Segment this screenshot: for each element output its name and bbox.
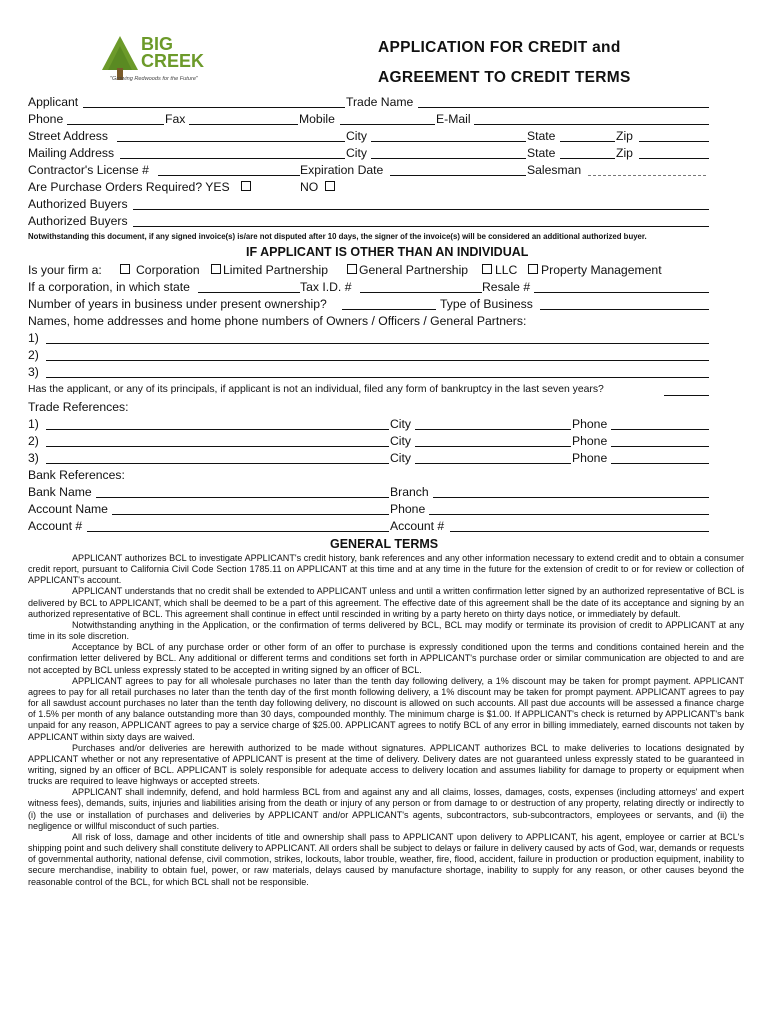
- branch-field[interactable]: [433, 484, 709, 498]
- trade-ref-1-phone-label: Phone: [572, 417, 608, 431]
- trade-name-field[interactable]: [418, 94, 709, 108]
- owner-3-field[interactable]: [46, 364, 709, 378]
- account-number-label-2: Account #: [390, 519, 445, 533]
- bank-name-label: Bank Name: [28, 485, 92, 499]
- street-zip-field[interactable]: [639, 128, 709, 142]
- owner-1-field[interactable]: [46, 330, 709, 344]
- street-state-label: State: [527, 129, 556, 143]
- tax-id-label: Tax I.D. #: [300, 280, 352, 294]
- mailing-city-label: City: [346, 146, 367, 160]
- trade-ref-2-phone-label: Phone: [572, 434, 608, 448]
- business-type-field[interactable]: [540, 296, 709, 310]
- section-heading-other: IF APPLICANT IS OTHER THAN AN INDIVIDUAL: [246, 245, 529, 259]
- mailing-zip-label: Zip: [616, 146, 633, 160]
- owner-2-number: 2): [28, 348, 39, 362]
- street-city-field[interactable]: [371, 128, 526, 142]
- trade-references-label: Trade References:: [28, 400, 129, 414]
- fax-label: Fax: [165, 112, 186, 126]
- street-zip-label: Zip: [616, 129, 633, 143]
- account-name-label: Account Name: [28, 502, 108, 516]
- po-no-label: NO: [300, 180, 319, 194]
- firm-type-label: Is your firm a:: [28, 263, 102, 277]
- street-city-label: City: [346, 129, 367, 143]
- contractors-license-field[interactable]: [158, 162, 300, 176]
- mobile-field[interactable]: [340, 111, 435, 125]
- company-logo: [100, 32, 220, 88]
- authorized-buyers-field-1[interactable]: [133, 196, 709, 210]
- bank-references-label: Bank References:: [28, 468, 125, 482]
- mobile-label: Mobile: [299, 112, 335, 126]
- corporation-checkbox[interactable]: [120, 264, 130, 274]
- trade-ref-1-number: 1): [28, 417, 39, 431]
- phone-label: Phone: [28, 112, 64, 126]
- bank-phone-label: Phone: [390, 502, 426, 516]
- resale-label: Resale #: [482, 280, 531, 294]
- tax-id-field[interactable]: [360, 279, 482, 293]
- llc-label: LLC: [495, 263, 518, 277]
- trade-ref-1-city-field[interactable]: [415, 416, 571, 430]
- mailing-address-field[interactable]: [120, 145, 345, 159]
- trade-ref-2-phone-field[interactable]: [611, 433, 709, 447]
- bank-name-field[interactable]: [96, 484, 389, 498]
- authorized-buyers-label-2: Authorized Buyers: [28, 214, 128, 228]
- trade-name-label: Trade Name: [346, 95, 414, 109]
- logo-tagline: "Growing Redwoods for the Future": [110, 76, 198, 82]
- trade-ref-3-city-label: City: [390, 451, 411, 465]
- authorized-buyer-notice: Notwithstanding this document, if any signed invoice(s) is/are not disputed after 10 days, the signer of the invoice(s) will be considered an additional authorized buyer.: [28, 232, 647, 241]
- po-yes-checkbox[interactable]: [241, 181, 251, 191]
- mailing-state-label: State: [527, 146, 556, 160]
- contractors-license-label: Contractor's License #: [28, 163, 149, 177]
- years-in-business-label: Number of years in business under present ownership?: [28, 297, 327, 311]
- trade-ref-1-city-label: City: [390, 417, 411, 431]
- trade-ref-2-number: 2): [28, 434, 39, 448]
- street-address-field[interactable]: [117, 128, 345, 142]
- logo-line2: CREEK: [141, 51, 205, 71]
- applicant-field[interactable]: [83, 94, 345, 108]
- general-terms-heading: GENERAL TERMS: [330, 537, 439, 551]
- terms-paragraph-5: APPLICANT agrees to pay for all wholesale purchases no later than the tenth day following delivery, a 1% discount may be taken for prompt payment. APPLICANT agrees to pay for all retail purchases no later than the tenth day of the first month following delivery, a 1% discount may be taken for prompt payment. APPLICANT agrees to pay for all sawdust account purchases no later than the tenth day following delivery, no discount is allowed on such accounts. All past due accounts will be assessed a finance charge of 1.5% per month of any balance outstanding more than 30 days, compounded monthly. The minimum charge is $1.00. If APPLICANT's check is returned by APPLICANT's bank unpaid for any reason, APPLICANT agrees to pay a service charge of $25.00. APPLICANT agrees to notify BCL of any error in billing immediately, earned discounts not taken by APPLICANT within sixty days are waived.: [28, 675, 744, 742]
- owner-3-number: 3): [28, 365, 39, 379]
- general-partnership-checkbox[interactable]: [347, 264, 357, 274]
- general-partnership-label: General Partnership: [359, 263, 469, 277]
- trade-ref-2-name-field[interactable]: [46, 433, 389, 447]
- corp-state-field[interactable]: [198, 279, 300, 293]
- owners-label: Names, home addresses and home phone numbers of Owners / Officers / General Partners:: [28, 314, 527, 328]
- trade-ref-3-phone-label: Phone: [572, 451, 608, 465]
- salesman-label: Salesman: [527, 163, 582, 177]
- account-name-field[interactable]: [112, 501, 389, 515]
- trade-ref-3-name-field[interactable]: [46, 450, 389, 464]
- phone-field[interactable]: [67, 111, 164, 125]
- general-terms-body: [28, 553, 744, 888]
- authorized-buyers-field-2[interactable]: [133, 213, 709, 227]
- trade-ref-3-number: 3): [28, 451, 39, 465]
- fax-field[interactable]: [189, 111, 298, 125]
- terms-paragraph-8: All risk of loss, damage and other incidents of title and ownership shall pass to APPLICANT upon delivery to APPLICANT, his agent, employee or carrier at BCL's shipping point and such delivery shall constitute delivery to APPLICANT. All orders shall be subject to delays or failure in delivery caused by acts of God, war, demands or requests of governmental authority, national defense, civil commotion, strikes, lockouts, labor trouble, weather, fire, flood, accident, failure in production or production equipment, inability to secure merchandise, inability to obtain fuel, power, or raw materials, delays caused by manufacture shortage, inability to supply for any reason, or other causes beyond the reasonable control of the BCL, for which BCL shall not be responsible.: [28, 831, 744, 887]
- salesman-field[interactable]: [588, 162, 706, 176]
- title-line2: AGREEMENT TO CREDIT TERMS: [378, 69, 631, 86]
- terms-paragraph-3: Notwithstanding anything in the Application, or the confirmation of terms delivered by BCL, BCL may modify or terminate its provision of credit to APPLICANT at any time in its sole discretion.: [28, 619, 744, 642]
- po-required-label: Are Purchase Orders Required? YES: [28, 180, 230, 194]
- trade-ref-2-city-field[interactable]: [415, 433, 571, 447]
- mailing-state-field[interactable]: [560, 145, 615, 159]
- trade-ref-3-city-field[interactable]: [415, 450, 571, 464]
- limited-partnership-label: Limited Partnership: [223, 263, 328, 277]
- bankruptcy-question: Has the applicant, or any of its principals, if applicant is not an individual, filed any form of bankruptcy in the last seven years?: [28, 384, 604, 395]
- authorized-buyers-label-1: Authorized Buyers: [28, 197, 128, 211]
- street-state-field[interactable]: [560, 128, 615, 142]
- bank-phone-field[interactable]: [429, 501, 709, 515]
- years-in-business-field[interactable]: [342, 296, 436, 310]
- account-number-field-2[interactable]: [450, 518, 709, 532]
- mailing-zip-field[interactable]: [639, 145, 709, 159]
- llc-checkbox[interactable]: [482, 264, 492, 274]
- applicant-label: Applicant: [28, 95, 79, 109]
- title-line1: APPLICATION FOR CREDIT and: [378, 39, 621, 56]
- resale-field[interactable]: [534, 279, 709, 293]
- expiration-date-field[interactable]: [390, 162, 526, 176]
- property-management-checkbox[interactable]: [528, 264, 538, 274]
- email-field[interactable]: [474, 111, 709, 125]
- owner-2-field[interactable]: [46, 347, 709, 361]
- business-type-label: Type of Business: [440, 297, 533, 311]
- account-number-field[interactable]: [87, 518, 389, 532]
- bankruptcy-field[interactable]: [664, 383, 709, 396]
- trade-ref-2-city-label: City: [390, 434, 411, 448]
- terms-paragraph-2: APPLICANT understands that no credit shall be extended to APPLICANT unless and until a written confirmation letter signed by an authorized representative of BCL is delivered by BCL to APPLICANT, which shall be deemed to be a part of this agreement. The effective date of this agreement shall be the date of its acceptance and signing by an authorized representative of BCL. This agreement shall continue in effect until rescinded in writing by a party hereto on thirty days notice, or immediately by default.: [28, 586, 744, 619]
- trade-ref-1-name-field[interactable]: [46, 416, 389, 430]
- limited-partnership-checkbox[interactable]: [211, 264, 221, 274]
- trade-ref-3-phone-field[interactable]: [611, 450, 709, 464]
- corp-state-label: If a corporation, in which state: [28, 280, 190, 294]
- po-no-checkbox[interactable]: [325, 181, 335, 191]
- logo-line1: BIG: [141, 34, 174, 54]
- terms-paragraph-7: APPLICANT shall indemnify, defend, and hold harmless BCL from and against any and all claims, losses, damages, costs, expenses (including attorneys' and expert witness fees), demands, suits, injuries and liabilities arising from the death or injury of any person or from damage to or destruction of any property, relating directly or indirectly to (i) the use or installation of purchases and deliveries by APPLICANT and/or APPLICANT's agents, subcontractors, sub-subcontractors, employees or servants, and (ii) the negligence or willful misconduct of such parties.: [28, 787, 744, 831]
- terms-paragraph-4: Acceptance by BCL of any purchase order or other form of an offer to purchase is expressly conditioned upon the terms and conditions contained herein and the confirmation letter delivered by BCL. Any additional or different terms and conditions set forth in APPLICANT's purchase order or similar communication are objected to and are not accepted by BCL unless expressly stated to be accepted in writing signed by an officer of BCL.: [28, 642, 744, 675]
- branch-label: Branch: [390, 485, 429, 499]
- corporation-label: Corporation: [136, 263, 200, 277]
- trade-ref-1-phone-field[interactable]: [611, 416, 709, 430]
- street-address-label: Street Address: [28, 129, 108, 143]
- email-label: E-Mail: [436, 112, 471, 126]
- account-number-label: Account #: [28, 519, 83, 533]
- property-management-label: Property Management: [541, 263, 662, 277]
- mailing-address-label: Mailing Address: [28, 146, 115, 160]
- mailing-city-field[interactable]: [371, 145, 526, 159]
- expiration-date-label: Expiration Date: [300, 163, 384, 177]
- terms-paragraph-6: Purchases and/or deliveries are herewith authorized to be made without signatures. APPLICANT authorizes BCL to make deliveries to locations designated by APPLICANT whether or not any representative of APPLICANT is present at the time of delivery. Delivery dates are not guaranteed unless expressly stated to be guaranteed in writing, signed by an officer of BCL. APPLICANT is solely responsible for adequate access to delivery location and assumes liability for damage to property or equipment when trucks are required to leave highways or accepted streets.: [28, 742, 744, 787]
- terms-paragraph-1: APPLICANT authorizes BCL to investigate APPLICANT's credit history, bank references and any other information necessary to extend credit and to obtain a consumer credit report, pursuant to California Civil Code Section 1785.11 on APPLICANT at this time and at any time in the future for the extension of credit to or for review or collection of APPLICANT's account.: [28, 553, 744, 586]
- owner-1-number: 1): [28, 331, 39, 345]
